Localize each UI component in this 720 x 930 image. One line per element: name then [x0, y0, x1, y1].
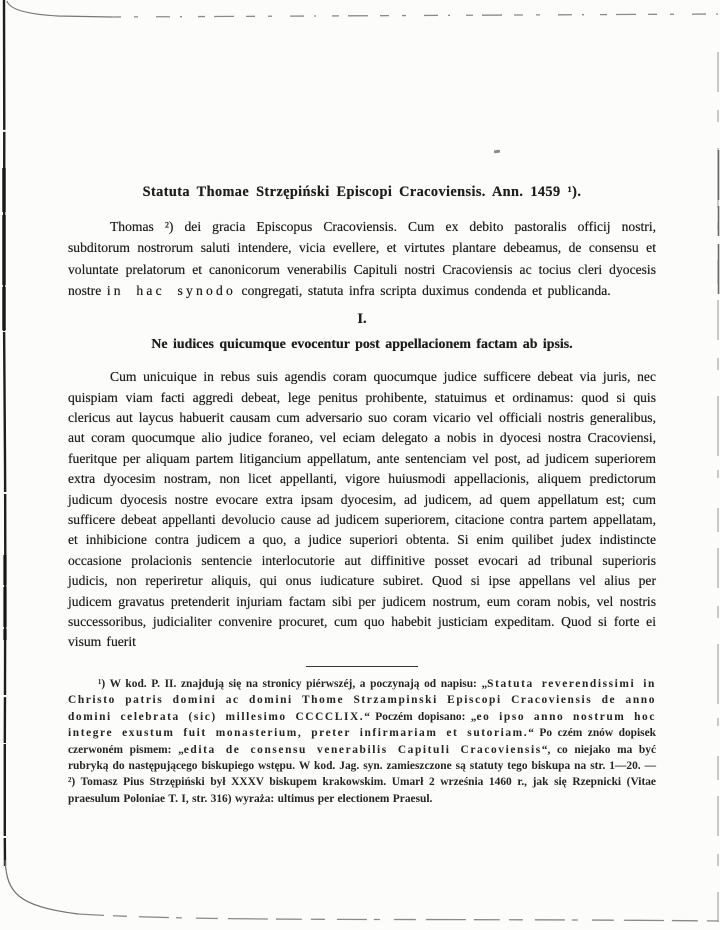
- section-number: I.: [357, 311, 367, 328]
- scan-edge-left-line: [4, 0, 5, 866]
- scan-edge-bottom-curve: [5, 860, 78, 914]
- intro-text-2: congregati, statuta infra scripta duximus condenda et publicanda.: [235, 282, 611, 298]
- footnote-separator-rule: [306, 666, 418, 667]
- page-text-block: [68, 0, 656, 807]
- intro-text-1: Thomas ²) dei gracia Episcopus Cracoviensis. Cum ex debito pastoralis officij nostri, subditorum nostrorum saluti intendere, vicia evellere, et virtutes plantare debeamus, de consensu et voluntate prelatorum et canonicorum venerabilis Capituli nostri Cracoviensis ac tocius cleri dyocesis nostre: [68, 219, 656, 298]
- scan-edge-bottom-line: [78, 914, 719, 921]
- footnote-text-4: “, co niejako ma być rubryką do następującego biskupiego wstępu. W kod. Jag. syn. zamieszczone są statuty tego biskupa na str. 1—20. — ²) Tomasz Pius Strzępiński był XXXV biskupem krakowskim. Umarł 2 września 1460 r., jak się Rzepnicki (Vitae praesulum Poloniae T. I, str. 316) wyraża: ultimus per electionem Praesul.: [68, 743, 657, 805]
- footnote-block: [68, 676, 656, 807]
- intro-text-spaced: in hac synodo: [106, 282, 236, 298]
- footnote-text-2: “ Poczém dopisano: „: [364, 710, 477, 723]
- footnote-text-3: “ Po czém znów dopisek czerwoném pismem: „: [68, 727, 656, 756]
- document-title: Statuta Thomae Strzępiński Episcopi Cracoviensis. Ann. 1459 ¹).: [142, 184, 582, 200]
- section-body-paragraph: Cum unicuique in rebus suis agendis coram quocumque judice sufficere debeat via juris, nec quispiam viam facti aggredi debeat, lege penitus prohibente, statuimus et ordinamus: quod si quis clericus aut laycus habuerit causam cum adversario suo coram vicario vel officiali nostris generalibus, aut coram quocumque alio judice foraneo, vel eciam delegato a nobis in dyocesi nostra Cracoviensi, fueritque per aliquam partem litigancium appellatum, ante sentenciam vel post, ad judicem superiorem extra dyocesim nostram, non licet appellanti, vigore huiusmodi appellacionis, aliquem predictorum judicum dyocesis nostre evocare extra ipsam dyocesim, ad judicem, ad quem appellatum est; cum sufficere debeat appellanti devolucio cause ad judicem superiorem, citacione contra partem appellatam, et inhibicione contra judicem a quo, a judice superiori obtenta. Si enim quilibet judex indistincte occasione prolacionis sentencie interlocutorie aut diffinitive posset evocari ad tribunal superioris judicis, non reperiretur aliquis, qui onus iudicature subiret. Quod si ipse appellans vel alius per judicem gravatus pretenderit injuriam factam sibi per judicem nostrum, eum coram nobis, vel nostris successoribus, judicialiter convenire procuret, cum quo habebit justiciam expeditam. Quod si forte ei visum fuerit: [68, 369, 656, 650]
- footnote-text-1: ¹) W kod. P. II. znajdują się na stronicy piérwszéj, a poczynają od napisu: „: [98, 677, 488, 690]
- intro-paragraph: [68, 216, 656, 301]
- footnote-quote-3: edita de consensu venerabilis Capituli Cracoviensis: [183, 743, 542, 756]
- footnote-quote-1: Statuta reverendissimi in Christo patris domini ac domini Thome Strzampinski Episcopi Cracoviensis de anno domini celebrata (sic) millesimo CCCCLIX.: [68, 677, 656, 723]
- section-heading: Ne iudices quicumque evocentur post appellacionem factam ab ipsis.: [151, 337, 573, 353]
- footnote-quote-2: eo ipso anno nostrum hoc integre exustum fuit monasterium, preter infirmariam et sutoriam.: [68, 710, 656, 740]
